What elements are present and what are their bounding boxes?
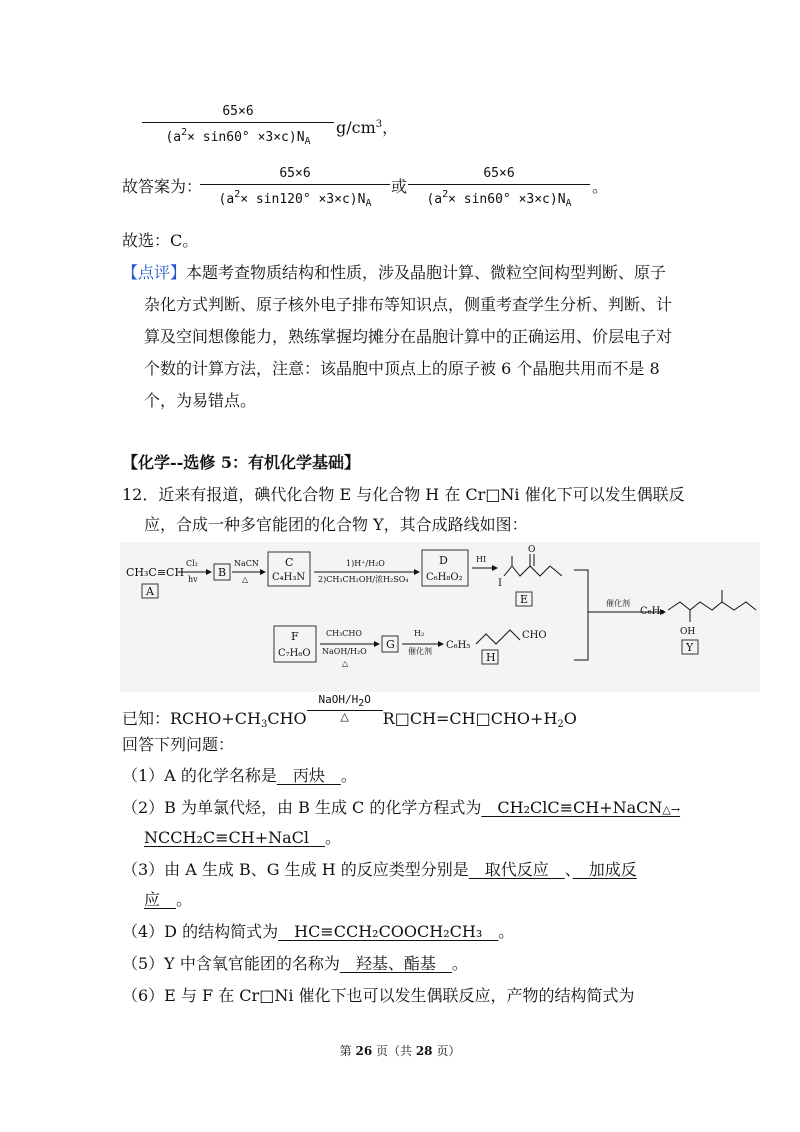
scheme-label-F: F (291, 630, 299, 643)
scheme-label-A: A (146, 585, 154, 598)
svg-text:1)H⁺/H₂O: 1)H⁺/H₂O (346, 559, 385, 568)
synthesis-scheme (120, 542, 760, 692)
svg-text:催化剂: 催化剂 (408, 647, 432, 656)
q2-line-1: （2）B 为单氯代烃，由 B 生成 C 的化学方程式为 CH₂ClC≡CH+NaCN△→ (122, 798, 681, 817)
q2-line-2: NCCH₂C≡CH+NaCl 。 (144, 828, 342, 847)
scheme-start: CH₃C≡CH (126, 566, 185, 579)
comment-line-4: 个数的计算方法，注意：该晶胞中顶点上的原子被 6 个晶胞共用而不是 8 (144, 359, 660, 378)
page-total: 28 (415, 1044, 433, 1058)
answer-fraction-1: 65×6 $(a^2\times \sin 120^\circ \times 3\times c)N_A$ (200, 166, 390, 213)
scheme-formula-F: C₇H₆O (278, 648, 311, 659)
svg-text:催化剂: 催化剂 (606, 599, 630, 608)
question-line-1: 12．近来有报道，碘代化合物 E 与化合物 H 在 Cr□Ni 催化下可以发生偶联反 (122, 485, 685, 504)
scheme-label-E: E (520, 593, 529, 606)
q1-answer: 丙炔 (276, 766, 341, 785)
svg-text:△: △ (342, 659, 349, 668)
q3-answer-1: 取代反应 (468, 860, 565, 879)
page-footer: 第 26 页（共 28 页） (339, 1044, 461, 1058)
known-condition: NaOH/H2O △ (307, 694, 383, 723)
svg-text:NaCN: NaCN (234, 559, 259, 568)
svg-text:CHO: CHO (522, 630, 547, 641)
q3-answer-2b: 应 (144, 890, 177, 909)
q6-line: （6）E 与 F 在 Cr□Ni 催化下也可以发生偶联反应，产物的结构简式为 (122, 986, 635, 1005)
section-heading: 【化学--选修 5：有机化学基础】 (122, 453, 360, 472)
answer-label: 故答案为： (122, 177, 203, 196)
q3-line-1: （3）由 A 生成 B、G 生成 H 的反应类型分别是 取代反应 、 加成反 (122, 860, 637, 879)
svg-text:H₂: H₂ (414, 629, 425, 638)
svg-text:NaOH/H₂O: NaOH/H₂O (322, 647, 367, 656)
comment-line-5: 个，为易错点。 (144, 391, 257, 410)
svg-text:OH: OH (680, 627, 696, 637)
q4-answer: HC≡CCH₂COOCH₂CH₃ (278, 922, 499, 941)
q1-line: （1）A 的化学名称是 丙炔 。 (122, 766, 357, 785)
question-line-2: 应，合成一种多官能团的化合物 Y，其合成路线如图： (144, 515, 528, 534)
scheme-formula-D: C₆H₈O₂ (426, 572, 463, 583)
fraction-bar (142, 122, 334, 123)
svg-text:C₆H₅: C₆H₅ (446, 640, 471, 651)
svg-text:CH₃CHO: CH₃CHO (326, 629, 362, 638)
scheme-label-D: D (439, 554, 448, 567)
svg-text:C₆H₅: C₆H₅ (640, 606, 665, 617)
q5-line: （5）Y 中含氧官能团的名称为 羟基、酯基 。 (122, 954, 468, 973)
svg-text:△: △ (242, 575, 249, 584)
scheme-label-G: G (386, 638, 395, 651)
svg-text:O: O (528, 545, 536, 555)
answer-prompt: 回答下列问题： (122, 735, 235, 754)
fraction-numerator: 65×6 (222, 104, 254, 119)
comment-line-3: 算及空间想像能力，熟练掌握均摊分在晶胞计算中的正确运用、价层电子对 (144, 327, 673, 346)
svg-text:HI: HI (476, 555, 487, 564)
svg-text:Cl₂: Cl₂ (186, 559, 198, 568)
density-fraction (142, 104, 334, 151)
page-number: 26 (355, 1044, 373, 1058)
fraction-denominator: $(a^2\times \sin 60^\circ \times 3\times c)N_A$ (165, 127, 311, 147)
known-reaction: 已知：$RCHO+CH_3CHO$ NaOH/H2O △ $R□CH=CH□CHO+H_2O$ (122, 693, 577, 730)
svg-text:2)CH₃CH₂OH/浓H₂SO₄: 2)CH₃CH₂OH/浓H₂SO₄ (318, 575, 409, 584)
q3-answer-2a: 加成反 (572, 860, 637, 879)
answer-or: 或 (391, 177, 408, 196)
comment-tag: 【点评】 (122, 263, 187, 282)
comment-line-1: 【点评】本题考查物质结构和性质，涉及晶胞计算、微粒空间构型判断、原子 (122, 263, 667, 282)
density-unit: $g/cm^3$， (336, 118, 399, 137)
q2-answer-part1: CH₂ClC≡CH+NaCN (481, 798, 663, 817)
q4-line: （4）D 的结构简式为 HC≡CCH₂COOCH₂CH₃ 。 (122, 922, 515, 941)
q3-line-2: 应 。 (144, 890, 193, 909)
scheme-label-Y: Y (686, 641, 694, 654)
answer-end: 。 (592, 177, 609, 196)
answer-fraction-2: 65×6 $(a^2\times \sin 60^\circ \times 3\times c)N_A$ (408, 166, 590, 213)
scheme-formula-C: C₄H₃N (272, 572, 306, 583)
svg-text:I: I (498, 578, 502, 589)
comment-line-2: 杂化方式判断、原子核外电子排布等知识点，侧重考查学生分析、判断、计 (144, 295, 673, 314)
scheme-label-C: C (285, 556, 294, 569)
scheme-label-B: B (218, 566, 227, 579)
q5-answer: 羟基、酯基 (339, 954, 452, 973)
choice-line: 故选：C。 (122, 231, 199, 250)
svg-text:hv: hv (188, 575, 198, 584)
scheme-label-H: H (486, 651, 496, 664)
q2-answer-part2: NCCH₂C≡CH+NaCl (144, 828, 326, 847)
